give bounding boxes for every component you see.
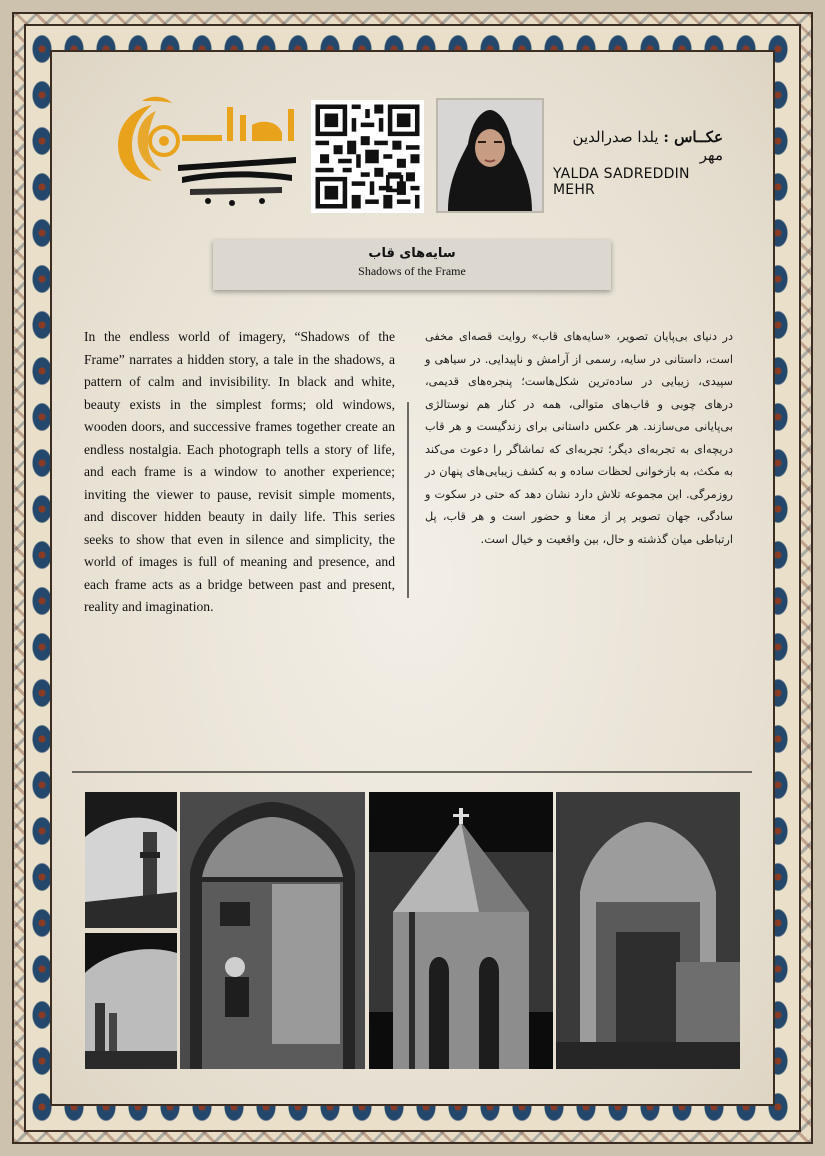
photo-bazaar-arch <box>556 792 740 1069</box>
qr-code <box>311 100 424 213</box>
photo-minaret-1 <box>85 792 177 928</box>
photographer-label: عکــاس : <box>663 128 723 146</box>
darolfonoon-logo <box>112 95 302 215</box>
photographer-portrait <box>436 98 544 213</box>
photo-minaret-2 <box>85 933 177 1069</box>
description-fa: در دنیای بی‌پایان تصویر، «سایه‌های قاب» روایت قصه‌ای مخفی است، داستانی در سایه، رسمی از آرامش و ناپیدایی. در سیاهی و سپیدی، زیبایی در ساده‌ترین شکل‌هاست؛ پنجره‌های قدیمی، درهای چوبی و قاب‌های متوالی، همه در کنار هم نوستالژی بی‌پایانی می‌سازند. هر عکس داستانی برای زندگیست و هر قاب دریچه‌ای به تجربه‌ای دیگر؛ تجربه‌ای که تماشاگر را دعوت می‌کند به مکث، به بازخوانی لحظات ساده و به کشف زیبایی‌های پنهان در روزمرگی. این مجموعه تلاش دارد نشان دهد که حتی در سکوت و سادگی، جهان تصویر پر از معنا و حضور است و هر قاب، پل ارتباطی میان گذشته و حال، بین واقعیت و خیال است. <box>425 330 733 546</box>
section-divider <box>72 771 752 773</box>
title-fa: سایه‌های قاب <box>368 246 456 261</box>
photographer-credit <box>553 128 733 198</box>
description-en: In the endless world of imagery, “Shadows of the Frame” narrates a hidden story, a tale in the shadows, a pattern of calm and invisibility. In black and white, beauty exists in the simplest forms; old windows, wooden doors, and successive frames together create an endless nostalgia. Each photograph tells a story of life, and each frame is a window to another experience; inviting the viewer to pause, revisit simple moments, and discover hidden beauty in daily life. This series seeks to show that even in silence and simplicity, the world of images is full of meaning and presence, and each frame acts as a bridge between past and present, reality and imagination. <box>84 329 395 614</box>
photographer-name-fa <box>553 128 723 164</box>
photographer-name-en: YALDA SADREDDIN MEHR <box>553 166 690 198</box>
photographer-name-fa-text: یلدا صدرالدین مهر <box>572 128 723 164</box>
photo-shop-doorway <box>180 792 365 1069</box>
column-divider <box>407 402 409 598</box>
photo-church-dome <box>369 792 553 1069</box>
title-box <box>213 240 611 290</box>
title-en: Shadows of the Frame <box>358 264 466 278</box>
